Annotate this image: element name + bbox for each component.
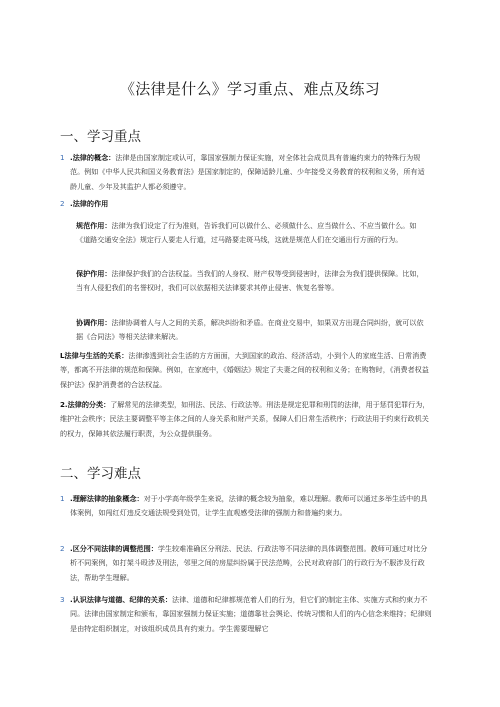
document-title: 《法律是什么》学习重点、难点及练习 — [119, 80, 381, 98]
subitem-label: 协调作用： — [76, 318, 112, 327]
item-number: 2 — [60, 199, 65, 208]
list-item-law-morality-discipline — [70, 593, 432, 636]
item-text: 对于小学高年级学生来说，法律的概念较为抽象，难以理解。教师可以通过多举生活中的具体案例，如闯红灯违反交通法规受到处罚，让学生直观感受法律的强制力和普遍约束力。 — [70, 494, 428, 518]
section-heading-focus: 一、学习重点 — [60, 129, 141, 145]
item-label: .法律的作用 — [70, 199, 109, 208]
paragraph-law-and-life — [60, 349, 432, 392]
item-text: 法律是由国家制定或认可，靠国家强制力保证实施，对全体社会成员具有普遍约束力的特殊行为规范。例如《中华人民共和国义务教育法》是国家制定的，保障适龄儿童、少年接受义务教育的权利和义务，所有适龄儿童、少年及其监护人都必须遵守。 — [70, 153, 425, 191]
subitem-text: 法律协调着人与人之间的关系，解决纠纷和矛盾。在商业交易中，如果双方出现合同纠纷，就可以依据《合同法》等相关法律来解决。 — [76, 318, 424, 342]
list-item-legal-concept — [70, 151, 430, 194]
item-number: 3 — [60, 595, 65, 604]
item-number: 1 — [60, 494, 65, 503]
paragraph-law-classification — [60, 398, 432, 441]
item-text: 法律、道德和纪律都规范着人们的行为，但它们的制定主体、实施方式和约束力不同。法律由国家制定和颁布，靠国家强制力保证实施；道德靠社会舆论、传统习惯和人们的内心信念来维持；纪律则是由特定组织制定，对该组织成员具有约束力。学生需要理解它 — [70, 595, 432, 633]
paragraph-label: L法律与生活的关系： — [60, 351, 129, 360]
subitem-text: 法律为我们设定了行为准则，告诉我们可以做什么、必须做什么、应当做什么、不应当做什么。如《道路交通安全法》规定行人要走人行道，过马路要走斑马线，这就是规范人们在交通出行方面的行为。 — [76, 221, 417, 245]
section-heading-difficulty: 二、学习难点 — [60, 466, 141, 482]
paragraph-label: 2.法律的分类： — [60, 400, 111, 409]
item-label: .法律的概念： — [70, 153, 116, 162]
item-number: 2 — [60, 544, 65, 553]
list-item-law-scope — [70, 542, 432, 585]
subitem-regulating-function — [76, 219, 428, 248]
paragraph-text: 了解常见的法律类型，如刑法、民法、行政法等。刑法是规定犯罪和刑罚的法律，用于惩罚犯罪行为，维护社会秩序；民法主要调整平等主体之间的人身关系和财产关系，保障人们日常生活秩序；行政法用于约束行政机关的权力，保障其依法履行职责，为公众提供服务。 — [60, 400, 430, 438]
item-label: .认识法律与道德、纪律的关系： — [70, 595, 173, 604]
item-label: .理解法律的抽象概念： — [70, 494, 144, 503]
list-item-legal-function — [70, 197, 430, 211]
subitem-label: 保护作用： — [76, 269, 112, 278]
item-text: 学生较难准确区分刑法、民法、行政法等不同法律的具体调整范围。教师可通过对比分析不同案例，如打架斗殴涉及刑法，邻里之间的房屋纠纷属于民法范畴，公民对政府部门的行政行为不服涉及行政法，帮助学生理解。 — [70, 544, 428, 582]
paragraph-text: 法律渗透到社会生活的方方面面，大到国家的政治、经济活动，小到个人的家庭生活、日常消费等，都离不开法律的规范和保障。例如，在家庭中，《婚姻法》规定了夫妻之间的权利和义务；在购物时，《消费者权益保护法》保护消费者的合法权益。 — [60, 351, 429, 389]
list-item-abstract-concept — [70, 492, 432, 521]
item-number: 1 — [60, 153, 65, 162]
item-label: .区分不同法律的调整范围： — [70, 544, 158, 553]
subitem-protective-function — [76, 267, 428, 296]
subitem-coordinating-function — [76, 316, 428, 345]
subitem-label: 规范作用： — [76, 221, 112, 230]
subitem-text: 法律保护我们的合法权益。当我们的人身权、财产权等受到侵害时，法律会为我们提供保障。比如，当有人侵犯我们的名誉权时，我们可以依据相关法律要求其停止侵害、恢复名誉等。 — [76, 269, 424, 293]
